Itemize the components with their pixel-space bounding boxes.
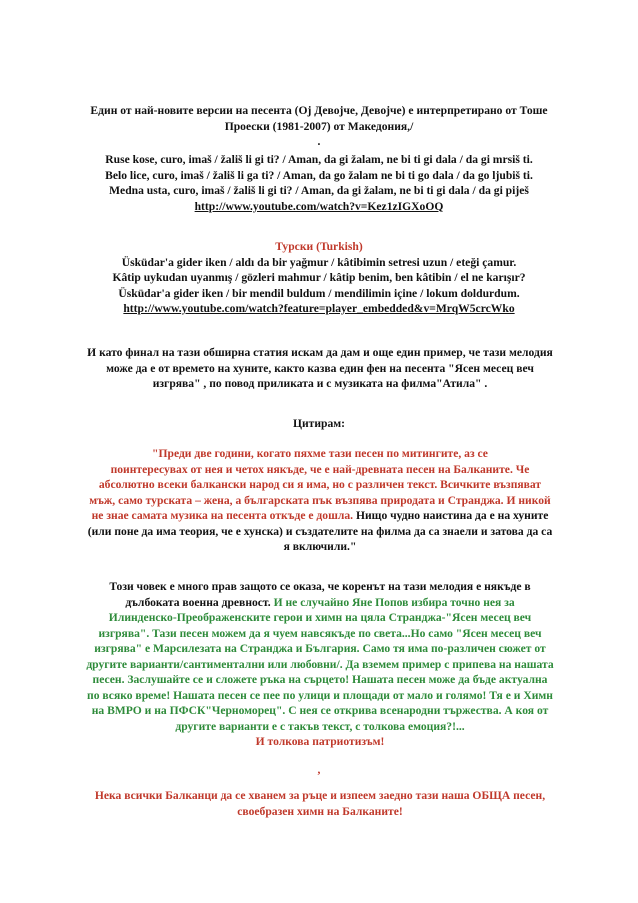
intro-paragraph	[50, 103, 588, 150]
closing-line: И толкова патриотизъм!	[255, 735, 385, 748]
closing-line: Този човек е много прав защото се оказа, че коренът на тази мелодия е някъде в	[109, 580, 531, 593]
closing-line: другите варианти е с такъв текст, с толкова емоция?!...	[175, 719, 465, 733]
quote-line: я включили."	[283, 540, 357, 553]
intro-dot: .	[317, 135, 321, 148]
quote-line: мъж, само турската – жена, а българската пък възпява природата и Странджа. И никой	[89, 493, 551, 507]
quote-line: поинтересувах от нея и четох някъде, че е най-древната песен на Балканите. Че	[110, 462, 530, 476]
intro-line: Проески (1981-2007) от Македония,/	[224, 119, 414, 133]
closing-line: Илинденско-Преображенските герои и химн на цяла Странджа-"Ясен месец веч	[108, 611, 532, 624]
final-call-paragraph	[50, 788, 590, 819]
turkish-lyric-line: Kâtip uykudan uyanmış / gözleri mahmur / kâtip benim, ben kâtibin / el ne karışır?	[112, 271, 526, 284]
youtube-link-turkish[interactable]: http://www.youtube.com/watch?feature=player_embedded&v=MrqW5crcWko	[123, 302, 515, 315]
intro-line: Един от най-новите версии на песента (Oj Девојче, Девојче) е интерпретирано от Тоше	[90, 104, 548, 117]
quote-heading: Цитирам:	[292, 417, 346, 430]
quote-line: (или поне да има теория, че е хунска) и създателите на филма да са знаели и затова да са	[87, 524, 553, 538]
turkish-section	[50, 239, 588, 317]
quote-mixed-line	[50, 508, 590, 524]
quote-red-fragment: не знае самата музика на песента откъде е дошла.	[91, 509, 354, 522]
macedonian-lyrics	[50, 152, 588, 214]
paragraph-line: може да е от времето на хуните, както казва един фен на песента "Ясен месец веч	[106, 361, 534, 375]
youtube-link-macedonian[interactable]: http://www.youtube.com/watch?v=Kez1zIGXoOQ	[194, 199, 444, 213]
paragraph-line: И като финал на тази обширна статия искам да дам и още един пример, че тази мелодия	[87, 346, 553, 359]
paragraph-line: изгрява" , по повод приликата и с музиката на филма"Атила" .	[152, 377, 488, 390]
final-call-line: своебразен химн на Балканите!	[237, 804, 403, 818]
lyric-line: Ruse kose, curo, imaš / žališ li gi ti? / Aman, da gi žalam, ne bi ti gi dala / da gi mrsiš ti.	[105, 153, 533, 166]
closing-line: на ВМРО и на ПФСК"Черноморец". С нея се открива всенародни тържества. А коя от	[91, 704, 549, 717]
quote-paragraph	[50, 446, 590, 555]
closing-line: изгрява" е Марсилезата на Странджа и България. Само тя има по-различен сюжет от	[94, 642, 546, 655]
quote-line: "Преди две години, когато пяхме тази песен по митингите, аз се	[152, 447, 488, 460]
closing-green-fragment: И не случайно Яне Попов избира точно нея за	[270, 595, 515, 609]
turkish-heading: Турски (Turkish)	[275, 240, 363, 253]
final-example-paragraph	[50, 345, 590, 392]
closing-paragraph	[50, 579, 590, 750]
closing-line: по всяко време! Нашата песен се пее по улици и площади от мало и голямо! Тя е и Химн	[87, 688, 553, 702]
lyric-line: Belo lice, curo, imaš / žališ li ga ti? / Aman, da go žalam ne bi ti go dala / da go ljubiš ti.	[105, 168, 533, 182]
quote-black-fragment: Нищо чудно наистина да е на хуните	[353, 509, 549, 522]
closing-mixed-line	[50, 595, 590, 611]
final-call-line: Нека всички Балканци да се хванем за ръце и изпеем заедно тази наша ОБЩА песен,	[94, 789, 546, 802]
quote-line: абсолютно всеки балкански народ си я има, но с различен текст. Всичките възпяват	[98, 478, 542, 491]
closing-line: песен. Заслушайте се и сложете ръка на сърцето! Нашата песен може да бъде актуална	[92, 673, 548, 686]
closing-black-fragment: дълбоката военна древност.	[125, 595, 271, 609]
lyric-line: Medna usta, curo, imaš / žališ li gi ti? / Aman, da gi žalam, ne bi ti gi dala / da gi piješ	[109, 184, 529, 197]
separator-comma: ,	[317, 763, 321, 776]
turkish-lyric-line: Üsküdar'a gider iken / aldı da bir yağmur / kâtibimin setresi uzun / eteği çamur.	[121, 255, 517, 269]
turkish-lyric-line: Üsküdar'a gider iken / bir mendil buldum / mendilimin içine / lokum doldurdum.	[118, 286, 520, 300]
closing-line: изгрява". Тази песен можем да я чуем навсякъде по света...Но само "Ясен месец веч	[98, 626, 542, 640]
closing-line: другите варианти/сантиментални или любовни/. Да вземем пример с припева на нашата	[86, 657, 554, 671]
